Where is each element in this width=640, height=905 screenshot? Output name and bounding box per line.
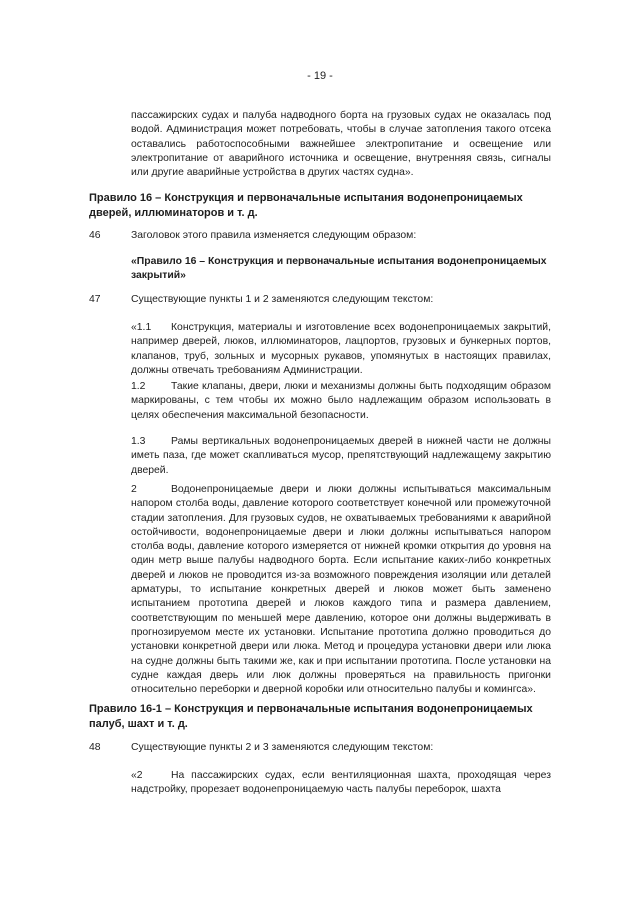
- item-2b: [131, 769, 551, 798]
- paragraph-number-47: 47: [89, 294, 101, 305]
- item-1-1-text: Конструкция, материалы и изготовление всех водонепроницаемых закрытий, например дверей, люков, иллюминаторов, лацпортов, грузовых и бункерных портов, клапанов, труб, зольных и мусорных рукавов, упомянутых в настоящих правилах, должны отвечать требованиям Администрации.: [131, 322, 551, 376]
- item-1-3: [131, 435, 551, 478]
- rule-16-new-title: «Правило 16 – Конструкция и первоначальные испытания водонепроницаемых закрытий»: [131, 256, 547, 282]
- item-2-number: 2: [131, 484, 137, 495]
- item-2-text: Водонепроницаемые двери и люки должны испытываться максимальным напором столба воды, давление которого соответствует конечной или промежуточной стадии затопления. Для грузовых судов, не охватываемых требованиями к аварийной остойчивости, водонепроницаемые двери и люки должны испытываться напором столба воды, давление которого измеряется от нижней кромки открытия до уровня на один метр выше палубы надводного борта. Если испытание каких-либо конкретных дверей и люков не проводится из-за возможного повреждения изоляции или деталей арматуры, то испытание конкретных дверей и люков может быть заменено испытанием прототипа дверей и люков каждого типа и размера давлением, соответствующим по меньшей мере давлению, которое они должны выдерживать в прогнозируемом месте их установки. Испытание прототипа должно проводиться до установки конкретной двери или люка. Метод и процедура установки двери или люка на судне должны быть такими же, как и при испытании прототипа. После установки на судне каждая дверь или люк должны проверяться на правильность пригонки относительно переборки и дверной коробки или относительно палубы и комингса».: [131, 484, 551, 696]
- item-1-1: [131, 321, 551, 378]
- item-1-2-text: Такие клапаны, двери, люки и механизмы должны быть подходящим образом маркированы, с тем чтобы их можно было надлежащим образом использовать в целях обеспечения максимальной безопасности.: [131, 381, 551, 421]
- item-1-2: [131, 380, 551, 423]
- item-2: [131, 483, 551, 697]
- item-1-3-text: Рамы вертикальных водонепроницаемых дверей в нижней части не должны иметь паза, где может скапливаться мусор, препятствующий надлежащему закрытию дверей.: [131, 436, 551, 476]
- paragraph-48-text: Существующие пункты 2 и 3 заменяются следующим текстом:: [131, 742, 434, 753]
- intro-paragraph: пассажирских судах и палуба надводного борта на грузовых судах не оказалась под водой. Администрация может потребовать, чтобы в случае затопления такого отсека оставались работоспособными важнейшее электропитание и освещение или электропитание от аварийного источника и освещение, внутренняя связь, сигналы или другие аварийные устройства в других частях судна».: [131, 110, 551, 179]
- paragraph-47-text: Существующие пункты 1 и 2 заменяются следующим текстом:: [131, 294, 434, 305]
- item-1-3-number: 1.3: [131, 436, 146, 447]
- paragraph-number-46: 46: [89, 230, 101, 241]
- paragraph-46-text: Заголовок этого правила изменяется следующим образом:: [131, 230, 417, 241]
- item-1-2-number: 1.2: [131, 381, 146, 392]
- item-1-1-number: «1.1: [131, 322, 152, 333]
- item-2b-text: На пассажирских судах, если вентиляционная шахта, проходящая через надстройку, прорезает водонепроницаемую часть палубы переборок, шахта: [131, 770, 551, 796]
- rule-16-heading: Правило 16 – Конструкция и первоначальные испытания водонепроницаемых дверей, иллюминаторов и т. д.: [89, 192, 523, 219]
- paragraph-number-48: 48: [89, 742, 101, 753]
- rule-16-1-heading: Правило 16-1 – Конструкция и первоначальные испытания водонепроницаемых палуб, шахт и т. д.: [89, 703, 533, 730]
- item-2b-number: «2: [131, 770, 143, 781]
- page-number: - 19 -: [307, 70, 333, 82]
